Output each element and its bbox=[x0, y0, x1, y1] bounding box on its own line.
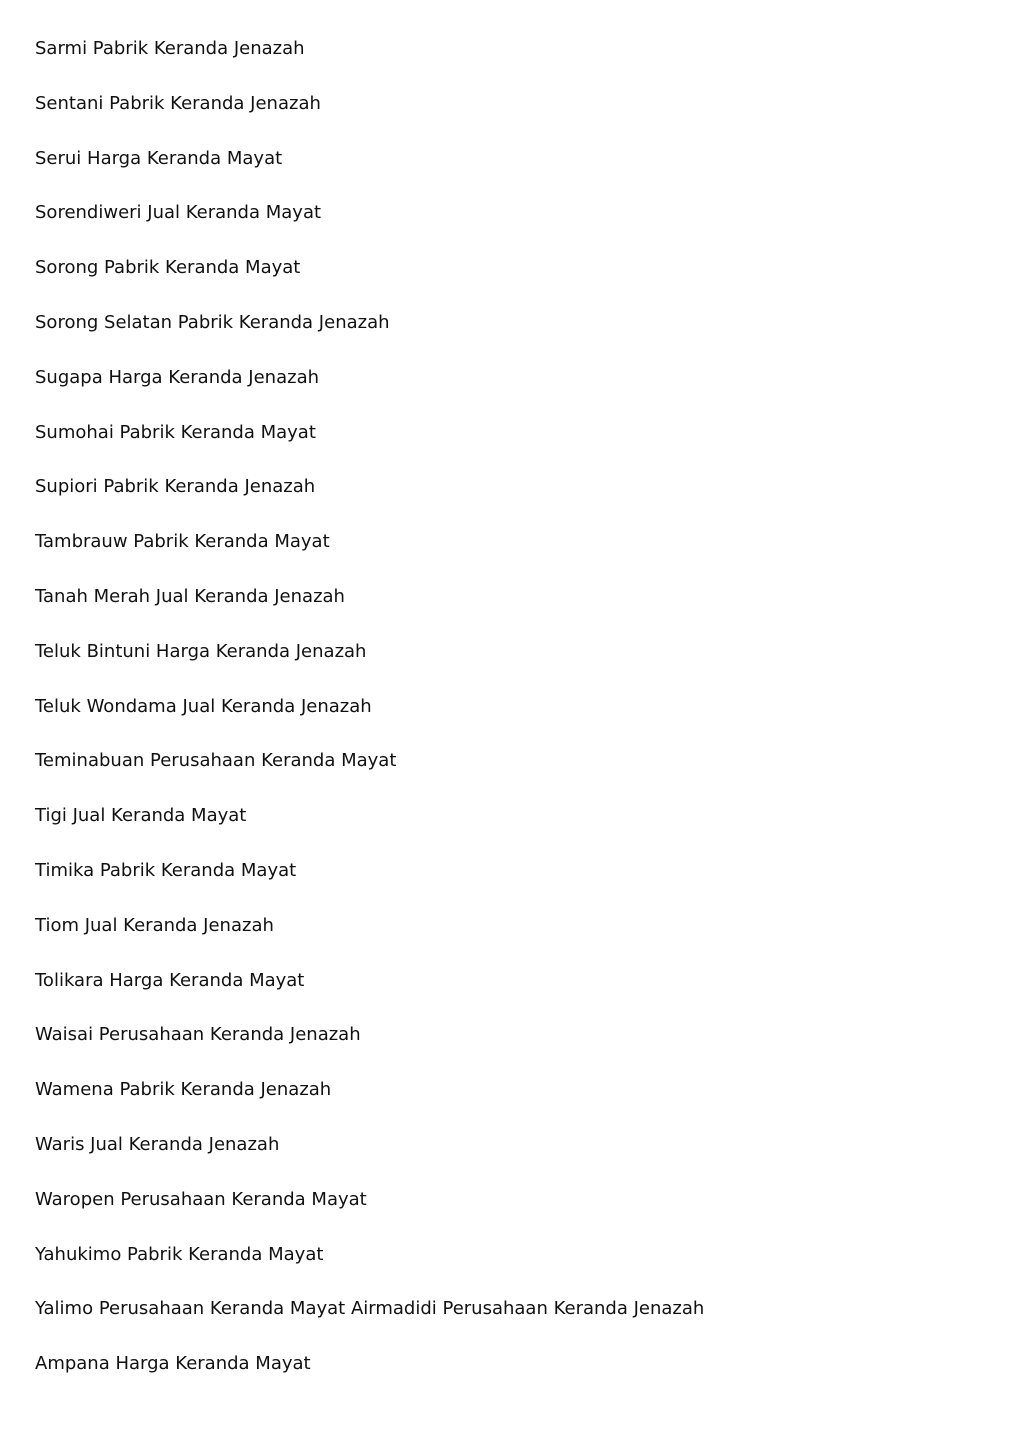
text-line: Sarmi Pabrik Keranda Jenazah bbox=[35, 38, 305, 59]
text-line: Sugapa Harga Keranda Jenazah bbox=[35, 366, 320, 388]
text-line: Wamena Pabrik Keranda Jenazah bbox=[35, 1079, 332, 1101]
text-line: Sorong Pabrik Keranda Mayat bbox=[35, 257, 301, 279]
text-line: Yahukimo Pabrik Keranda Mayat bbox=[35, 1243, 324, 1265]
text-line: Serui Harga Keranda Mayat bbox=[35, 147, 283, 169]
text-line: Tambrauw Pabrik Keranda Mayat bbox=[35, 531, 330, 553]
text-line: Ampana Harga Keranda Mayat bbox=[35, 1353, 311, 1375]
text-line: Waisai Perusahaan Keranda Jenazah bbox=[35, 1024, 361, 1046]
text-line: Sumohai Pabrik Keranda Mayat bbox=[35, 421, 316, 443]
text-line: Yalimo Perusahaan Keranda Mayat Airmadidi Perusahaan Keranda Jenazah bbox=[35, 1298, 705, 1320]
text-line: Tanah Merah Jual Keranda Jenazah bbox=[35, 585, 345, 607]
text-line: Tigi Jual Keranda Mayat bbox=[35, 805, 247, 827]
text-line: Supiori Pabrik Keranda Jenazah bbox=[35, 476, 316, 498]
text-line: Sorendiweri Jual Keranda Mayat bbox=[35, 202, 322, 224]
text-line: Waropen Perusahaan Keranda Mayat bbox=[35, 1188, 367, 1210]
text-line: Waris Jual Keranda Jenazah bbox=[35, 1133, 280, 1155]
text-line: Tiom Jual Keranda Jenazah bbox=[35, 914, 274, 936]
text-line: Sentani Pabrik Keranda Jenazah bbox=[35, 92, 321, 114]
text-line: Teluk Bintuni Harga Keranda Jenazah bbox=[35, 640, 367, 662]
text-line: Tolikara Harga Keranda Mayat bbox=[35, 969, 305, 991]
text-line: Teminabuan Perusahaan Keranda Mayat bbox=[35, 750, 397, 772]
text-line: Teluk Wondama Jual Keranda Jenazah bbox=[35, 695, 372, 717]
text-line: Sorong Selatan Pabrik Keranda Jenazah bbox=[35, 311, 390, 333]
text-line-list bbox=[35, 37, 995, 1407]
text-line: Timika Pabrik Keranda Mayat bbox=[35, 859, 297, 881]
